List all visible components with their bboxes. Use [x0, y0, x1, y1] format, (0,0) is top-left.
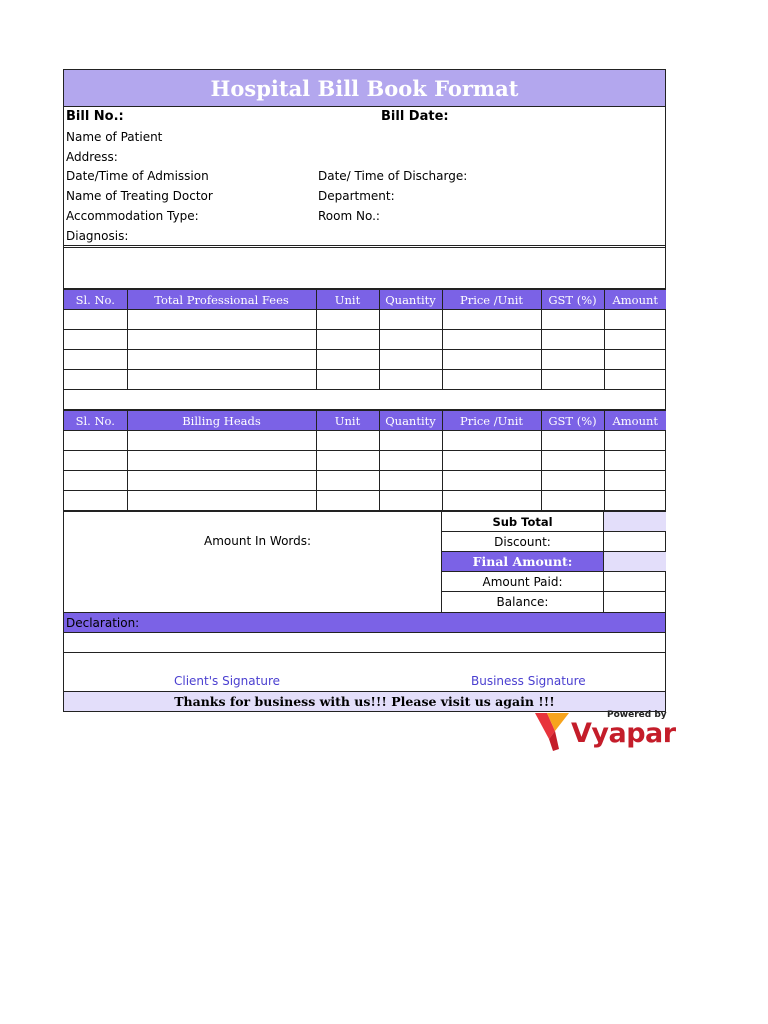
table-row	[64, 310, 666, 330]
patient-info	[64, 107, 665, 248]
table-row	[64, 370, 666, 390]
amount-in-words-box	[64, 512, 442, 612]
amount-paid-value	[604, 572, 666, 592]
professional-fees-table	[64, 289, 666, 410]
brand-name: Vyapar	[571, 718, 676, 749]
table-row	[64, 330, 666, 350]
totals-section	[64, 511, 665, 612]
totals-values	[604, 512, 666, 612]
diagnosis-label: Diagnosis:	[66, 229, 129, 243]
col-header: Sl. No.	[64, 290, 127, 310]
admission-label: Date/Time of Admission	[66, 169, 209, 183]
table-row	[64, 431, 666, 451]
table-row	[64, 471, 666, 491]
col-header: Price /Unit	[442, 290, 541, 310]
thanks-message: Thanks for business with us!!! Please visit us again !!!	[64, 692, 665, 711]
table-header	[64, 411, 666, 431]
col-header: Quantity	[379, 290, 442, 310]
col-header: Price /Unit	[442, 411, 541, 431]
bill-date-label: Bill Date:	[381, 109, 449, 124]
spacer	[64, 248, 665, 289]
discharge-label: Date/ Time of Discharge:	[318, 169, 468, 183]
amount-in-words-label: Amount In Words:	[204, 534, 312, 548]
balance-value	[604, 592, 666, 612]
table-row	[64, 350, 666, 370]
spacer-row	[64, 390, 666, 410]
discount-label: Discount:	[442, 532, 603, 552]
accommodation-label: Accommodation Type:	[66, 209, 199, 223]
powered-by-text: Powered by	[607, 710, 667, 720]
patient-name-label: Name of Patient	[66, 130, 163, 144]
final-amount-label: Final Amount:	[442, 552, 603, 572]
client-signature-label: Client's Signature	[174, 674, 280, 688]
business-signature-label: Business Signature	[471, 674, 586, 688]
discount-value	[604, 532, 666, 552]
sub-total-label: Sub Total	[442, 512, 603, 532]
sub-total-value	[604, 512, 666, 532]
bill-sheet	[63, 69, 666, 712]
bill-no-label: Bill No.:	[66, 109, 124, 124]
balance-label: Balance:	[496, 595, 549, 609]
col-header: GST (%)	[541, 411, 604, 431]
vyapar-logo-icon	[533, 709, 573, 753]
table-row	[64, 491, 666, 511]
totals-labels	[442, 512, 604, 612]
billing-heads-table	[64, 410, 666, 511]
amount-paid-label: Amount Paid:	[442, 572, 603, 592]
col-header: Amount	[604, 290, 666, 310]
col-header: Unit	[316, 290, 379, 310]
address-label: Address:	[66, 150, 118, 164]
col-header: Billing Heads	[127, 411, 316, 431]
col-header: GST (%)	[541, 290, 604, 310]
col-header: Amount	[604, 411, 666, 431]
col-header: Unit	[316, 411, 379, 431]
final-amount-value	[604, 552, 666, 572]
declaration-blank	[64, 633, 665, 653]
doctor-label: Name of Treating Doctor	[66, 189, 213, 203]
room-label: Room No.:	[318, 209, 380, 223]
col-header: Total Professional Fees	[127, 290, 316, 310]
page-title: Hospital Bill Book Format	[64, 70, 665, 107]
table-header	[64, 290, 666, 310]
table-row	[64, 451, 666, 471]
col-header: Sl. No.	[64, 411, 127, 431]
signature-row	[64, 653, 665, 692]
vyapar-logo	[533, 709, 676, 753]
col-header: Quantity	[379, 411, 442, 431]
declaration-bar: Declaration:	[64, 612, 665, 633]
department-label: Department:	[318, 189, 395, 203]
